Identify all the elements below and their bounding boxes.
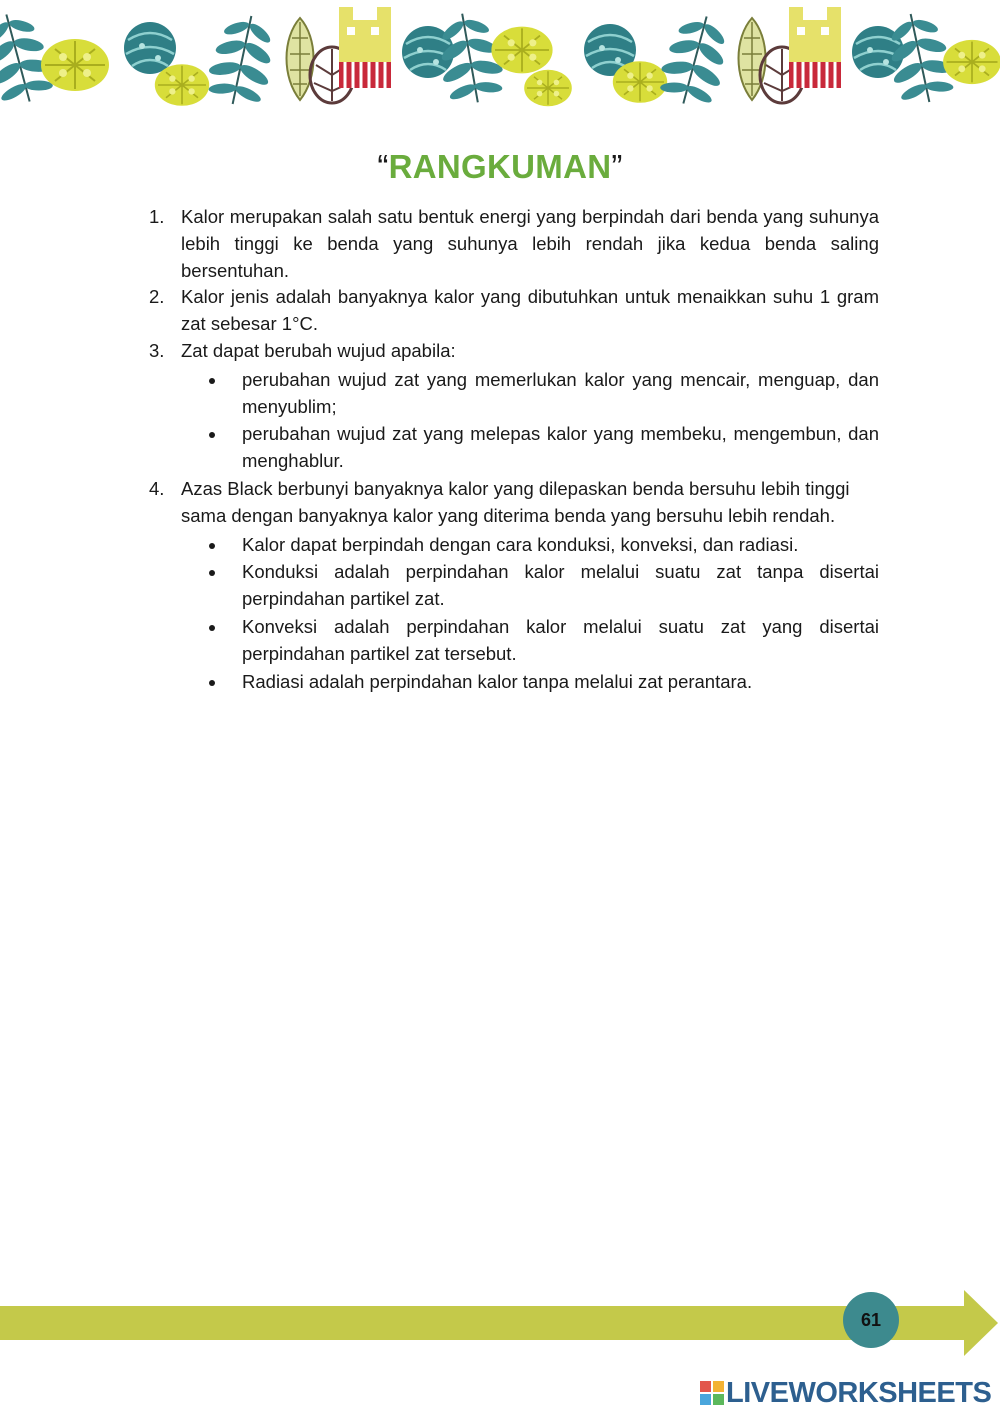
bullet-icon [209,378,215,384]
item-number: 3. [149,339,165,361]
bullet-icon [209,570,215,576]
item-number: 2. [149,286,165,308]
summary-item-4 [149,476,879,530]
item-number: 1. [149,206,165,227]
liveworksheets-icon [700,1381,724,1405]
item-text: Zat dapat berubah wujud apabila: [181,339,456,361]
botanical-banner [0,0,1000,120]
page-title: “RANGKUMAN” [377,148,623,185]
summary-item-2 [149,284,879,338]
bullet-item: perubahan wujud zat yang melepas kalor yang membeku, mengembun, dan menghablur. [149,421,879,475]
bullet-item: Radiasi adalah perpindahan kalor tanpa melalui zat perantara. [149,669,879,696]
bullet-item: Konduksi adalah perpindahan kalor melalui suatu zat tanpa disertai perpindahan partikel zat. [149,559,879,613]
bullet-icon [209,625,215,631]
item-text: Kalor merupakan salah satu bentuk energi yang berpindah dari benda yang suhunya lebih tinggi ke benda yang suhunya lebih rendah jika kedua benda saling bersentuhan. [181,206,879,281]
bullet-icon [209,543,215,549]
liveworksheets-logo [700,1376,991,1410]
bullet-icon [209,432,215,438]
liveworksheets-wordmark: LIVEWORKSHEETS [726,1376,992,1409]
summary-item-3 [149,338,879,365]
item-text: Kalor jenis adalah banyaknya kalor yang dibutuhkan untuk menaikkan suhu 1 gram zat sebesar 1°C. [181,286,879,335]
item-number: 4. [149,477,165,499]
page-number: 61 [843,1292,899,1348]
bullet-item: perubahan wujud zat yang memerlukan kalor yang mencair, menguap, dan menyublim; [149,367,879,421]
bullet-icon [209,680,215,686]
bullet-item: Konveksi adalah perpindahan kalor melalui suatu zat yang disertai perpindahan partikel zat tersebut. [149,614,879,668]
item-text: Azas Black berbunyi banyaknya kalor yang dilepaskan benda bersuhu lebih tinggi sama dengan banyaknya kalor yang diterima benda yang bersuhu lebih rendah. [181,477,850,526]
bullet-item: Kalor dapat berpindah dengan cara konduksi, konveksi, dan radiasi. [149,532,879,559]
summary-item-1 [149,204,879,284]
summary-list [149,204,879,696]
bullet-list-3 [149,367,879,475]
bullet-list-4 [149,532,879,696]
